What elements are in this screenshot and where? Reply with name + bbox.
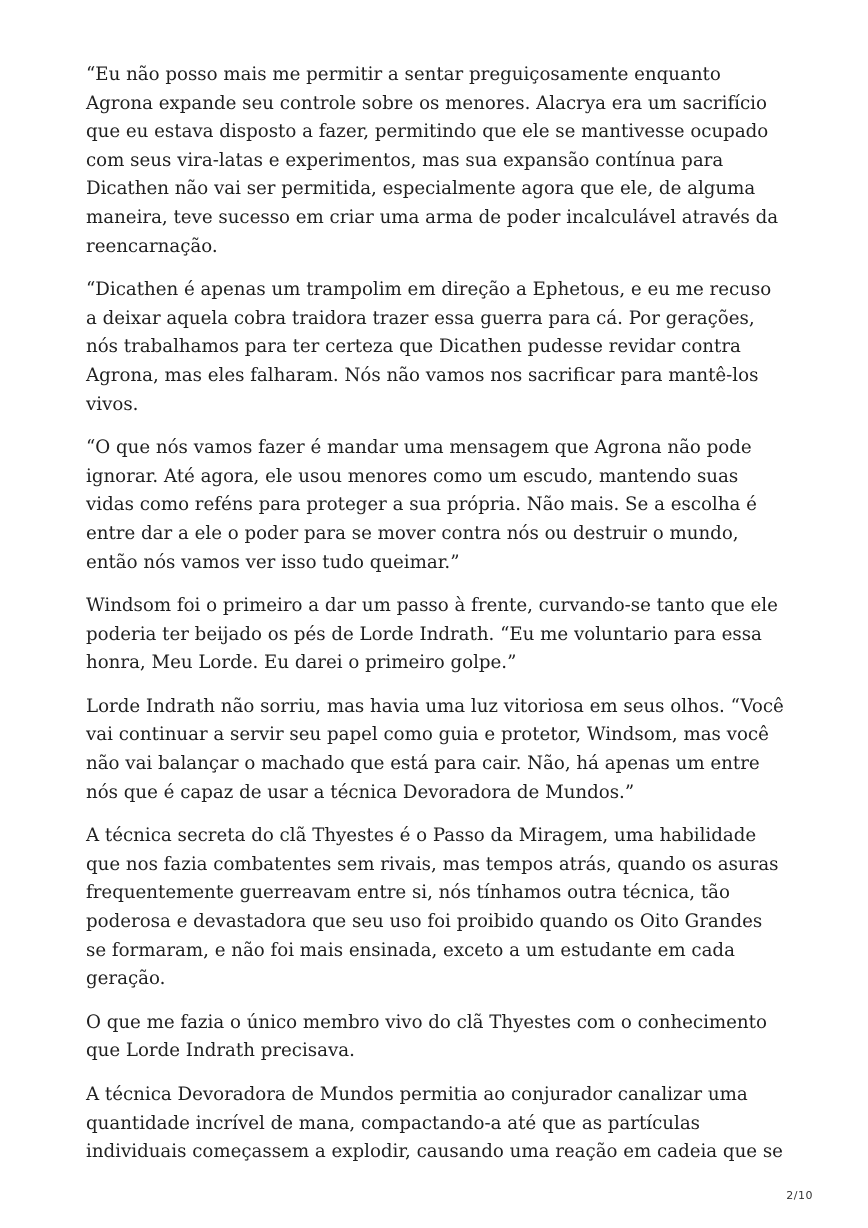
paragraph-4: Windsom foi o primeiro a dar um passo à frente, curvando-se tanto que ele poderia ter beijado os pés de Lorde Indrath. “Eu me voluntario para essa honra, Meu Lorde. Eu darei o primeiro golpe.” bbox=[86, 595, 778, 674]
paragraph-1: “Eu não posso mais me permitir a sentar preguiçosamente enquanto Agrona expande seu controle sobre os menores. Alacrya era um sacrifício que eu estava disposto a fazer, permitindo que ele se mantivesse ocupado com seus vira-latas e experimentos, mas sua expansão contínua para Dicathen não vai ser permitida, especialmente agora que ele, de alguma maneira, teve sucesso em criar uma arma de poder incalculável através da reencarnação. bbox=[86, 64, 779, 257]
paragraph-7: O que me fazia o único membro vivo do clã Thyestes com o conhecimento que Lorde Indrath precisava. bbox=[86, 1011, 767, 1062]
paragraph-6: A técnica secreta do clã Thyestes é o Passo da Miragem, uma habilidade que nos fazia combatentes sem rivais, mas tempos atrás, quando os asuras frequentemente guerreavam entre si, nós tínhamos outra técnica, tão poderosa e devastadora que seu uso foi proibido quando os Oito Grandes se formaram, e não foi mais ensinada, exceto a um estudante em cada geração. bbox=[86, 825, 779, 990]
paragraph-2: “Dicathen é apenas um trampolim em direção a Ephetous, e eu me recuso a deixar aquela cobra traidora trazer essa guerra para cá. Por gerações, nós trabalhamos para ter certeza que Dicathen pudesse revidar contra Agrona, mas eles falharam. Nós não vamos nos sacrificar para mantê-los vivos. bbox=[86, 279, 772, 415]
paragraph-3: “O que nós vamos fazer é mandar uma mensagem que Agrona não pode ignorar. Até agora, ele usou menores como um escudo, mantendo suas vidas como reféns para proteger a sua própria. Não mais. Se a escolha é entre dar a ele o poder para se mover contra nós ou destruir o mundo, então nós vamos ver isso tudo queimar.” bbox=[86, 437, 757, 573]
paragraph-5: Lorde Indrath não sorriu, mas havia uma luz vitoriosa em seus olhos. “Você vai continuar a servir seu papel como guia e protetor, Windsom, mas você não vai balançar o machado que está para cair. Não, há apenas um entre nós que é capaz de usar a técnica Devoradora de Mundos.” bbox=[86, 695, 784, 803]
paragraph-8: A técnica Devoradora de Mundos permitia ao conjurador canalizar uma quantidade incrível de mana, compactando-a até que as partículas individuais começassem a explodir, causando uma reação em cadeia que se bbox=[86, 1084, 783, 1163]
page-number: 2/10 bbox=[786, 1189, 813, 1202]
document-body bbox=[86, 61, 786, 1182]
